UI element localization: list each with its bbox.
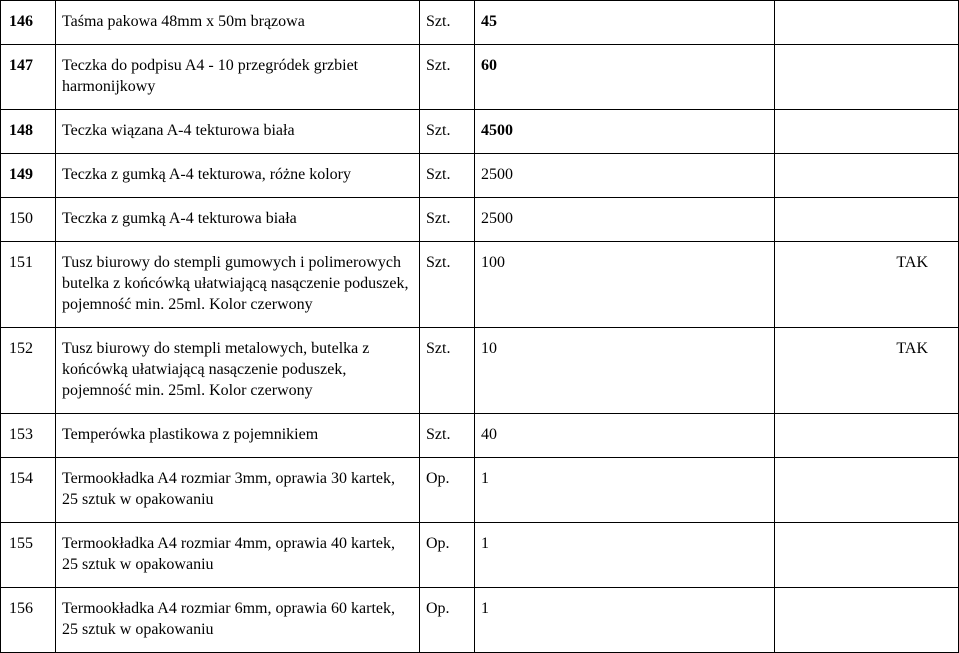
table-row	[1, 1, 959, 45]
unit-cell: Szt.	[420, 154, 475, 198]
table-row	[1, 523, 959, 588]
table-row	[1, 154, 959, 198]
quantity-cell: 10	[475, 328, 775, 414]
quantity-cell: 45	[475, 1, 775, 45]
item-description: Termookładka A4 rozmiar 6mm, oprawia 60 kartek, 25 sztuk w opakowaniu	[56, 588, 420, 653]
extra-cell	[775, 154, 959, 198]
table-row	[1, 110, 959, 154]
item-description: Teczka wiązana A-4 tekturowa biała	[56, 110, 420, 154]
unit-cell: Op.	[420, 523, 475, 588]
row-number: 154	[1, 458, 56, 523]
row-number: 155	[1, 523, 56, 588]
quantity-cell: 1	[475, 523, 775, 588]
quantity-cell: 2500	[475, 198, 775, 242]
row-number: 149	[1, 154, 56, 198]
unit-cell: Szt.	[420, 110, 475, 154]
row-number: 148	[1, 110, 56, 154]
unit-cell: Szt.	[420, 45, 475, 110]
extra-cell	[775, 588, 959, 653]
item-description: Teczka z gumką A-4 tekturowa, różne kolory	[56, 154, 420, 198]
item-description: Teczka do podpisu A4 - 10 przegródek grzbiet harmonijkowy	[56, 45, 420, 110]
item-description: Temperówka plastikowa z pojemnikiem	[56, 414, 420, 458]
table-row	[1, 328, 959, 414]
item-description: Tusz biurowy do stempli metalowych, butelka z końcówką ułatwiającą nasączenie poduszek, pojemność min. 25ml. Kolor czerwony	[56, 328, 420, 414]
item-description: Termookładka A4 rozmiar 4mm, oprawia 40 kartek, 25 sztuk w opakowaniu	[56, 523, 420, 588]
extra-cell	[775, 1, 959, 45]
table-row	[1, 588, 959, 653]
row-number: 152	[1, 328, 56, 414]
table-row	[1, 45, 959, 110]
unit-cell: Szt.	[420, 242, 475, 328]
row-number: 156	[1, 588, 56, 653]
extra-cell	[775, 198, 959, 242]
table-row	[1, 198, 959, 242]
quantity-cell: 1	[475, 588, 775, 653]
extra-cell	[775, 523, 959, 588]
quantity-cell: 60	[475, 45, 775, 110]
unit-cell: Op.	[420, 588, 475, 653]
unit-cell: Szt.	[420, 1, 475, 45]
row-number: 146	[1, 1, 56, 45]
extra-cell	[775, 414, 959, 458]
row-number: 147	[1, 45, 56, 110]
quantity-cell: 100	[475, 242, 775, 328]
unit-cell: Op.	[420, 458, 475, 523]
item-description: Taśma pakowa 48mm x 50m brązowa	[56, 1, 420, 45]
quantity-cell: 1	[475, 458, 775, 523]
row-number: 153	[1, 414, 56, 458]
unit-cell: Szt.	[420, 328, 475, 414]
row-number: 150	[1, 198, 56, 242]
table-row	[1, 242, 959, 328]
extra-cell: TAK	[775, 328, 959, 414]
extra-cell: TAK	[775, 242, 959, 328]
extra-cell	[775, 110, 959, 154]
unit-cell: Szt.	[420, 198, 475, 242]
item-description: Teczka z gumką A-4 tekturowa biała	[56, 198, 420, 242]
item-description: Tusz biurowy do stempli gumowych i polimerowych butelka z końcówką ułatwiającą nasączenie poduszek, pojemność min. 25ml. Kolor czerwony	[56, 242, 420, 328]
quantity-cell: 2500	[475, 154, 775, 198]
quantity-cell: 40	[475, 414, 775, 458]
row-number: 151	[1, 242, 56, 328]
item-description: Termookładka A4 rozmiar 3mm, oprawia 30 kartek, 25 sztuk w opakowaniu	[56, 458, 420, 523]
unit-cell: Szt.	[420, 414, 475, 458]
quantity-cell: 4500	[475, 110, 775, 154]
table-row	[1, 414, 959, 458]
table-row	[1, 458, 959, 523]
extra-cell	[775, 45, 959, 110]
extra-cell	[775, 458, 959, 523]
